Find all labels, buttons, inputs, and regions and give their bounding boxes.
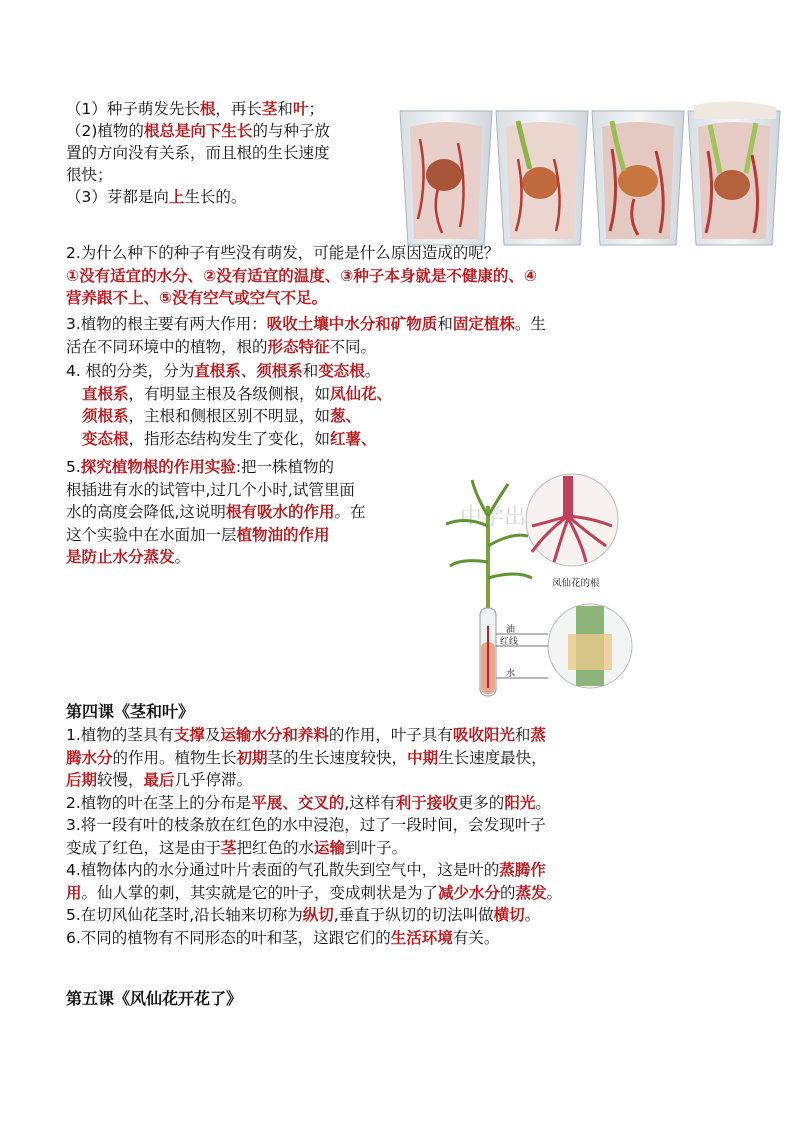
lesson-4-point-6: 6.不同的植物有不同形态的叶和茎，这跟它们的生活环境有关。 — [66, 928, 500, 947]
lesson-4-point-5: 5.在切风仙花茎时,沿长轴来切称为纵切,垂直于纵切的切法叫做横切。 — [66, 906, 541, 924]
lesson-4-title: 第四课《茎和叶》 — [66, 702, 195, 721]
root-absorption-experiment-figure — [436, 466, 636, 698]
question-4: 4. 根的分类，分为直根系、须根系和变态根。 直根系，有明显主根及各级侧根，如凤仙花、 须根系，主根和侧根区别不明显，如葱、 变态根，指形态结构发生了变化，如红薯、 — [66, 362, 393, 448]
answer-2-line1: ①没有适宜的水分、②没有适宜的温度、③种子本身就是不健康的、④ — [66, 266, 537, 285]
lesson-5-title: 第五课《风仙花开花了》 — [66, 989, 243, 1008]
note-2-cont: 置的方向没有关系，而且根的生长速度 — [66, 144, 330, 162]
lesson-4-point-2: 2.植物的叶在茎上的分布是平展、交叉的,这样有利于接收更多的阳光。 — [66, 793, 551, 812]
answer-2-line2: 营养跟不上、⑤没有空气或空气不足。 — [66, 289, 328, 307]
root-detail-circle — [526, 474, 618, 566]
watermark-text: 中学出 — [460, 505, 527, 530]
note-2-cont2: 很快； — [66, 166, 113, 184]
question-2-text: 2.为什么种下的种子有些没有萌发，可能是什么原因造成的呢？ — [66, 244, 500, 262]
label-water: 水 — [506, 669, 516, 679]
germination-notes — [66, 98, 396, 208]
question-3: 3.植物的根主要有两大作用：吸收土壤中水分和矿物质和固定植株。生 活在不同环境中的植物，根的形态特征不同。 — [66, 315, 546, 356]
cup-1 — [400, 111, 492, 245]
lesson-4 — [66, 700, 706, 949]
label-oil: 油 — [506, 625, 516, 635]
cup-2 — [496, 111, 588, 245]
lesson-4-point-4: 4.植物体内的水分通过叶片表面的气孔散失到空气中，这是叶的蒸腾作 用。仙人掌的刺，其实就是它的叶子，变成刺状是为了减少水分的蒸发。 — [66, 861, 563, 902]
lesson-4-point-3: 3.将一段有叶的枝条放在红色的水中浸泡，过了一段时间，会发现叶子 变成了红色，这是由于茎把红色的水运输到叶子。 — [66, 816, 546, 857]
seed-germination-cups-photo — [398, 99, 782, 249]
tube-detail-circle — [548, 604, 632, 688]
note-2: （2)植物的根总是向下生长的与种子放 — [66, 122, 330, 140]
note-1: （1）种子萌发先长根，再长茎和叶； — [66, 100, 324, 118]
cup-3 — [592, 111, 684, 245]
test-tube — [480, 608, 496, 696]
question-2 — [66, 242, 702, 310]
note-3: （3）芽都是向上生长的。 — [66, 188, 247, 206]
bamboo-plant — [446, 480, 532, 626]
question-5: 5.探究植物根的作用实验:把一株植物的 根插进有水的试管中,过几个小时,试管里面 水的高度会降低,这说明根有吸水的作用。在 这个实验中在水面加一层植物油的作用 是防止水分蒸发。 — [66, 458, 366, 566]
lesson-4-point-1: 1.植物的茎具有支撑及运输水分和养料的作用，叶子具有吸收阳光和蒸 腾水分的作用。植物生长初期茎的生长速度较快，中期生长速度最快， 后期较慢，最后几乎停滞。 — [66, 726, 547, 789]
label-redline: 红线 — [500, 637, 519, 647]
root-caption: 凤仙花的根 — [552, 578, 600, 589]
cup-4 — [688, 101, 780, 245]
